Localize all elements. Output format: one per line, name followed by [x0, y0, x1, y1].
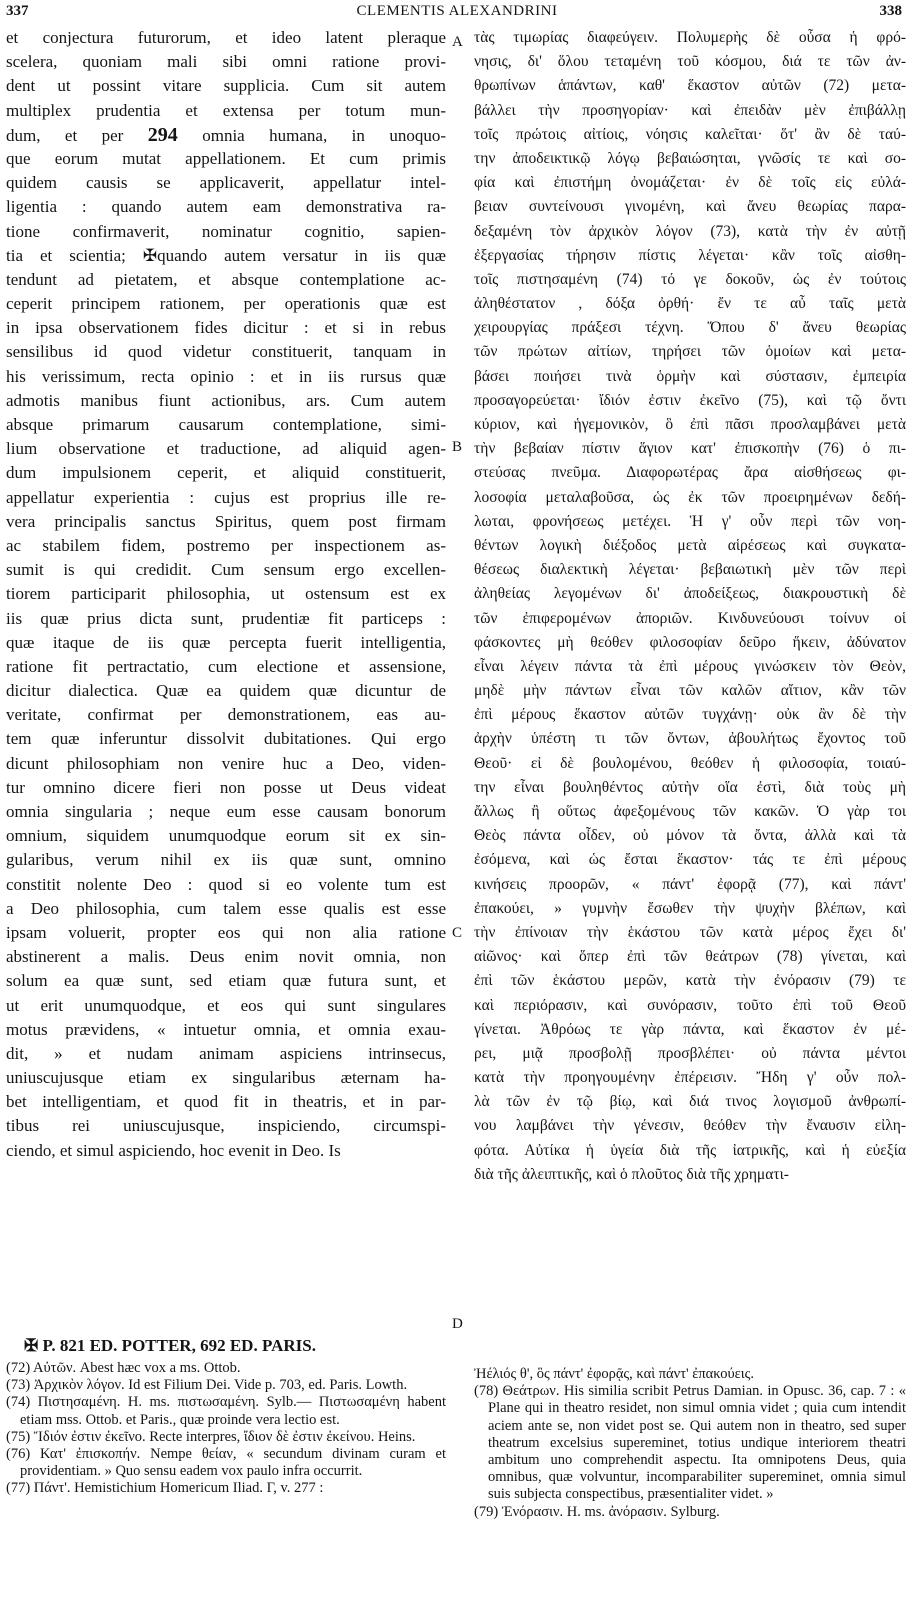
greek-text-line: τὰς τιμωρίας διαφεύγειν. Πολυμερὴς δὲ οὖσα ἡ φρό-	[474, 29, 906, 46]
greek-text-line: λωται, φρονήσεως μετέχει. Ἡ γ' οὖν περὶ τῶν νοη-	[474, 512, 906, 530]
latin-text-line: a Deo philosophia, cum talem esse qualis est esse	[6, 898, 446, 918]
greek-text-line: φάσκοντες μὴ θεόθεν φιλοσοφίαν δεῦρο ἥκειν, ἀδύνατον	[474, 633, 906, 651]
latin-text-column	[6, 26, 446, 1163]
latin-text-line: bet intelligentiam, et quod fit in theatris, et in par-	[6, 1092, 446, 1112]
latin-text-line: tia et scientia; ✠quando autem versatur in iis quæ	[6, 245, 446, 265]
latin-text-line: omnia singularia ; neque eum esse causam bonorum	[6, 802, 446, 821]
page-header	[0, 0, 914, 24]
latin-text-line: ligentia : quando autem eam demonstrativa ra-	[6, 197, 446, 217]
greek-text-line: Θεοῦ· εἰ δὲ βουλομένου, θεόθεν ἡ φιλοσοφία, τοιαύ-	[474, 754, 906, 772]
latin-text-line: dicunt philosophiam non venire huc a Deo, viden-	[6, 753, 446, 773]
greek-text-line: μηδὲ μὴν πάντων εἶναι τῶν καλῶν αἴτιον, κἂν τῶν	[474, 682, 906, 700]
footnote: (79) Ἐνόρασιν. H. ms. ἀνόρασιν. Sylburg.	[474, 1503, 720, 1520]
greek-text-line: διὰ τῆς ἀλειπτικῆς, καὶ ὁ πλοῦτος διὰ τῆς χρηματι-	[474, 1165, 789, 1183]
greek-text-line: λὰ τῶν ἐν τῷ βίῳ, καὶ διά τινος λογισμοῦ ἀνθρωπί-	[474, 1093, 906, 1111]
greek-text-line: βειαν συντείνουσι γινομένη, καὶ ἄνευ θεωρίας παρα-	[474, 198, 906, 216]
greek-text-line: τῶν ἐπιφερομένων ἀποριῶν. Κινδυνεύουσι τοίνυν οἱ	[474, 609, 906, 627]
latin-text-line: uniuscujusque etiam ex singularibus æternam ha-	[6, 1068, 446, 1088]
latin-text-line: dum, et per 294 omnia humana, in unoquo-	[6, 123, 446, 146]
latin-text-line: his verissimum, recta opinio : et in iis rursus quæ	[6, 366, 446, 386]
greek-text-line: χειρουργίας πράξεσι τέχνη. Ὅπου δ' ἄνευ θεωρίας	[474, 319, 906, 337]
greek-text-line: ἐπὶ τῶν ἑκάστου μερῶν, κατὰ τὴν ἐνόρασιν (79) τε	[474, 972, 906, 990]
greek-text-line: κύριον, καὶ ἡγεμονικὸν, ὃ ἐπὶ πᾶσι προσλαμβάνει μετὰ	[474, 416, 906, 433]
greek-text-line: θέσεως διαλεκτικὴ λέγεται· βεβαιωτικὴ μὲν τῶν περὶ	[474, 561, 906, 579]
greek-text-line: ἀληθέστατον , δόξα ὀρθή· ἔν τε αὖ ταῖς μετὰ	[474, 295, 906, 313]
greek-text-line: αἰῶνος· καὶ ὅπερ ἐπὶ τῶν θεάτρων (78) γίνεται, καὶ	[474, 948, 906, 966]
greek-text-line: δεξαμένη τὸν ἀρχικὸν λόγον (73), κατὰ τὴν ἐν αὐτῇ	[474, 222, 906, 240]
latin-text-line: lium observatione et traductione, ad aliquid agen-	[6, 439, 446, 459]
greek-text-line: κατὰ τὴν προηγουμένην ἐπέρεισιν. Ἤδη γ' οὖν πολ-	[474, 1069, 906, 1087]
greek-text-line: κινήσεις προορῶν, « πάντ' ἐφορᾷ (77), καὶ πάντ'	[474, 875, 906, 893]
latin-text-line: ceperit principem rationem, per operationis quæ est	[6, 294, 446, 314]
latin-text-line: quidem causis se applicaverit, appellatur intel-	[6, 173, 446, 193]
running-title: CLEMENTIS ALEXANDRINI	[356, 3, 558, 19]
edition-reference: ✠ P. 821 ED. POTTER, 692 ED. PARIS.	[24, 1336, 316, 1355]
latin-text-line: ratione fit pertractatio, cum electione et assensione,	[6, 656, 446, 676]
latin-text-line: ut erit unumquodque, et eos qui sunt singulares	[6, 995, 446, 1015]
greek-text-line: ἀρχὴν ὑπέστη τι τῶν ὄντων, ἀβουλήτως ἔχοντος τοῦ	[474, 730, 906, 748]
footnote: Ἠέλιός θ', ὃς πάντ' ἐφορᾷς, καὶ πάντ' ἐπακούεις.	[474, 1366, 755, 1382]
greek-text-line: γίνεται. Ἀθρόως τε γὰρ πάντα, καὶ ἕκαστον ἐν μέ-	[474, 1020, 906, 1038]
latin-text-line: veritate, confirmat per demonstrationem, eas au-	[6, 705, 446, 725]
latin-text-line: appellatur experientia : cujus est proprius ille re-	[6, 487, 446, 507]
latin-text-line: multiplex prudentia et extensa per totum mun-	[6, 100, 446, 120]
greek-text-line: καὶ περιόρασιν, καὶ συνόρασιν, τοῦτο ἐπὶ τοῦ Θεοῦ	[474, 996, 906, 1014]
greek-text-line: προσαγορεύεται· ἴδιόν ἐστιν ἐκεῖνο (75), καὶ τῷ ὄντι	[474, 391, 906, 409]
latin-text-line: tem quæ inferuntur dissolvit dubitationes. Qui ergo	[6, 729, 446, 749]
greek-text-column	[474, 26, 906, 1187]
greek-text-line: ἀληθείας λεγομένων δι' ἀποδείξεως, διακρουστικὴ δὲ	[474, 585, 906, 603]
margin-letter: D	[452, 1316, 463, 1332]
greek-text-line: ἐπὶ μέρους ἕκαστον αὐτῶν τυγχάνῃ· οὐκ ἂν δὲ τὴν	[474, 706, 906, 724]
latin-text-line: dum impulsionem ceperit, et aliquid constituerit,	[6, 463, 446, 483]
greek-text-line: ρει, μιᾷ προσβολῇ προσβλέπει· οὐ πάντα μέντοι	[474, 1044, 906, 1062]
margin-letter: A	[452, 34, 463, 50]
latin-text-line: motus prævidens, « intuetur omnia, et omnia exau-	[6, 1019, 446, 1039]
footnote: (73) Ἀρχικὸν λόγον. Id est Filium Dei. Vide p. 703, ed. Paris. Lowth.	[6, 1377, 408, 1394]
latin-text-line: scelera, quoniam mali sibi omni ratione provi-	[6, 52, 446, 72]
greek-text-line: βάλλει τὴν προσηγορίαν· καὶ ἐπειδὰν μὲν ἐπιβάλλῃ	[474, 101, 906, 119]
greek-text-line: ἐξεργασίας τήρησιν πίστις λέγεται· κἂν τοῖς αἰσθη-	[474, 246, 906, 264]
latin-text-line: tur omnino dicere fieri non posse ut Deus videat	[6, 777, 446, 797]
footnote: (77) Πάντ'. Hemistichium Homericum Iliad. Γ, v. 277 :	[6, 1480, 324, 1497]
latin-text-line: constitit nolente Deo : quod si eo volente tum est	[6, 874, 446, 894]
footnote: (72) Αὐτῶν. Abest hæc vox a ms. Ottob.	[6, 1360, 241, 1376]
latin-text-line: vera principalis sanctus Spiritus, quem post firmam	[6, 511, 446, 531]
latin-text-line: sumit is qui credidit. Cum sensum ergo excellen-	[6, 560, 446, 580]
latin-text-line: tendunt ad pietatem, et absque contemplatione ac-	[6, 269, 446, 289]
latin-text-line: dent ut possint vitare supplicia. Cum sit autem	[6, 76, 446, 96]
footnotes-right	[474, 1366, 906, 1521]
latin-text-line: tione confirmaverit, nominatur cognitio, sapien-	[6, 221, 446, 241]
greek-text-line: βάσει ποιήσει τινὰ ὁρμὴν καὶ σύστασιν, ἐμπειρία	[474, 367, 906, 385]
latin-text-line: ipsam voluerit, propter eos qui non alia ratione	[6, 922, 446, 942]
latin-text-line: sensilibus id quod videtur constituerit, tanquam in	[6, 342, 446, 362]
greek-text-line: ἐπακούει, » γυμνὴν ἔσωθεν τὴν ψυχὴν βλέπων, καὶ	[474, 899, 906, 917]
marginal-page-marker: 294	[147, 123, 178, 146]
greek-text-line: τῶν πρώτων αἰτίων, τηρήσει τῶν ὁμοίων καὶ μετα-	[474, 343, 906, 361]
greek-text-line: φότα. Αὐτίκα ἡ ὑγεία διὰ τῆς ἰατρικῆς, καὶ ἡ εὐεξία	[474, 1141, 906, 1159]
latin-text-line: quæ itaque de iis quæ percepta fuerit intelligentia,	[6, 632, 446, 652]
footnote: (76) Κατ' ἐπισκοπήν. Nempe θείαν, « secundum divinam curam et providentiam. » Quo sensu eadem vox paulo infra occurrit.	[6, 1446, 446, 1480]
footnote: (75) Ἴδιόν ἐστιν ἐκεῖνο. Recte interpres, ἴδιον δὲ ἐστιν ἐκείνου. Heins.	[6, 1428, 416, 1445]
greek-text-line: την ἀποδεικτικῷ λόγῳ βεβαιώσηται, γνῶσίς τε καὶ σο-	[474, 149, 906, 167]
greek-text-line: φία καὶ ἐπιστήμη ὀνομάζεται· ἐν δὲ τοῖς εἰς εὐλά-	[474, 174, 906, 192]
latin-text-line: que eorum mutat appellationem. Et cum primis	[6, 148, 446, 168]
greek-text-line: στεύσας πνεῦμα. Διαφορωτέρας ἄρα αἰσθήσεως φι-	[474, 464, 906, 482]
latin-text-line: dit, » et nudam animam aspiciens intrinsecus,	[6, 1043, 446, 1063]
margin-letter: B	[452, 439, 463, 455]
latin-text-line: iis quæ prius dicta sunt, prudentiæ fit particeps :	[6, 608, 446, 628]
latin-text-line: et conjectura futurorum, et ideo latent pleraque	[6, 28, 446, 47]
footnote: (74) Πιστησαμένη. H. ms. πιστωσαμένη. Sylb.— Πιστωσαμένη habent etiam mss. Ottob. et Paris., quæ proinde vera lectio est.	[6, 1394, 446, 1428]
latin-text-line: ac stabilem fidem, postremo per inspectionem as-	[6, 535, 446, 555]
greek-text-line: Θεὸς πάντα οἶδεν, οὐ μόνον τὰ ὄντα, ἀλλὰ καὶ τὰ	[474, 827, 906, 845]
latin-text-line: absque primarum causarum contemplatione, simi-	[6, 415, 446, 434]
greek-text-line: εἶναι λέγειν πάντα τὰ ἐπὶ μέρους γινώσκειν τὸν Θεὸν,	[474, 657, 906, 675]
greek-text-line: τοῖς πρώτοις αἰτίοις, νόησις καλεῖται· ὅτ' ἂν δὲ ταύ-	[474, 125, 906, 143]
page-number-right: 338	[879, 3, 902, 19]
greek-text-line: ἄλλως ἢ οὕτως ἀφεξομένους τῶν κακῶν. Ὁ γὰρ τοι	[474, 803, 906, 820]
latin-text-line: omnium, siquidem unumquodque eorum sit ex sin-	[6, 826, 446, 846]
greek-text-line: νου λαμβάνει τὴν γένεσιν, θεόθεν τὴν ἔναυσιν εἰλη-	[474, 1117, 906, 1135]
latin-text-line: admotis manibus fiunt actionibus, ars. Cum autem	[6, 390, 446, 410]
greek-text-line: νησις, δι' ὅλου τεταμένη τοῦ κόσμου, διά τε τῶν ἀν-	[474, 53, 906, 71]
greek-text-line: λοσοφία μεταλαβοῦσα, ὡς ἐκ τῶν προειρημένων δεδή-	[474, 488, 906, 506]
latin-text-line: gularibus, verum nihil ex iis quæ sunt, omnino	[6, 850, 446, 870]
greek-text-line: θέντων λογικὴ διέξοδος μετὰ αἱρέσεως καὶ συγκατα-	[474, 536, 906, 554]
greek-text-line: τὴν ἐπίνοιαν τὴν ἑκάστου τῶν κατὰ μέρος ἔχει δι'	[474, 923, 906, 941]
greek-text-line: θρωπίνων ἁπάντων, καθ' ἕκαστον αὐτῶν (72) μετα-	[474, 77, 906, 95]
footnotes-left	[6, 1360, 446, 1498]
latin-text-line: tibus rei uniuscujusque, inspiciendo, circumspi-	[6, 1116, 446, 1136]
latin-text-line: tiorem participarit philosophia, ut ostensum est ex	[6, 584, 446, 604]
greek-text-line: την εἶναι βουληθέντος αὐτὴν οἵα ἐστὶ, διὰ τοὺς μὴ	[474, 778, 906, 796]
greek-text-line: ἐσόμενα, καὶ ὡς ἔσται ἕκαστον· τάς τε ἐπὶ μέρους	[474, 851, 906, 869]
latin-text-line: abstinerent a malis. Deus enim novit omnia, non	[6, 947, 446, 967]
footnote: (78) Θεάτρων. His similia scribit Petrus Damian. in Opusc. 36, cap. 7 : « Plane qui in theatro residet, non simul omnia videt ; quia cum intendit aciem ante se, non videt post se. Qui autem non in theatro, sed super theatrum excelsius supereminet, totius undique interiorem theatri ambitum uno comprehendit aspectu. Ita omnipotens Deus, quia omnibus, quæ volvuntur, incomparabiliter supereminet, omnia simul suis subjecta conspectibus, præsentialiter videt. »	[474, 1383, 906, 1503]
page-number-left: 337	[6, 3, 29, 19]
greek-text-line: τοῖς πιστησαμένη (74) τό γε δοκοῦν, ὡς ἐν τούτοις	[474, 270, 906, 288]
margin-section-letters	[452, 26, 470, 1332]
margin-letter: C	[452, 925, 463, 941]
latin-text-line: in ipsa observationem fides dicitur : et si in rebus	[6, 318, 446, 338]
latin-text-line: dicitur dialectica. Quæ ea quidem quæ dicuntur de	[6, 681, 446, 701]
greek-text-line: τὴν βεβαίαν πίστιν ἅγιον κατ' ἐπισκοπὴν (76) ὁ πι-	[474, 440, 906, 458]
latin-text-line: ciendo, et simul aspiciendo, hoc evenit in Deo. Is	[6, 1140, 341, 1160]
latin-text-line: solum ea quæ sunt, sed etiam quæ futura sunt, et	[6, 971, 446, 991]
